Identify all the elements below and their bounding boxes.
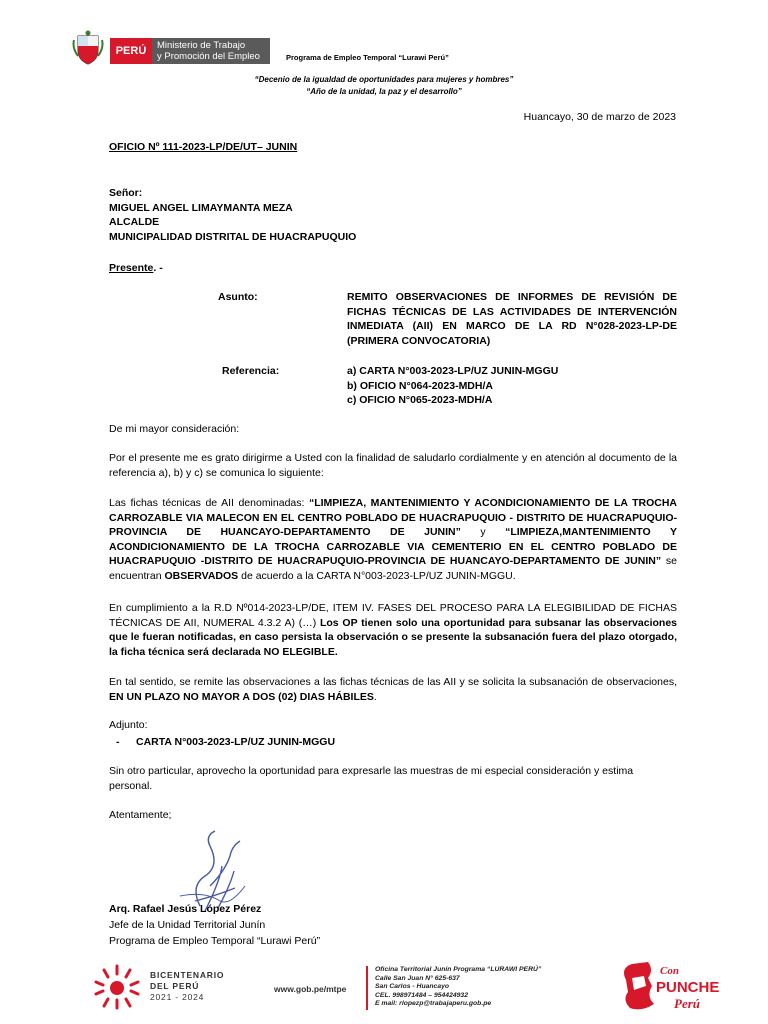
- p3-bold: Los OP tienen solo una oportunidad para subsanar las observaciones que le fueran notificadas, en caso persista la observación o se presente la subsanación fuera del plazo otorgado, la ficha técnica será declarada NO ELEGIBLE.: [109, 616, 677, 658]
- con-punche-peru-logo: [618, 956, 722, 1016]
- year-motto-line: “Año de la unidad, la paz y el desarrollo”: [306, 87, 462, 96]
- office-line: San Carlos - Huancayo: [375, 983, 450, 991]
- paragraph-deadline: [109, 675, 677, 704]
- p4-deadline: EN UN PLAZO NO MAYOR A DOS (02) DIAS HÁBILES: [109, 690, 374, 703]
- reference-item: c) OFICIO N°065-2023-MDH/A: [347, 394, 493, 406]
- peru-logo: PERÚ: [110, 38, 152, 64]
- p4-text-c: .: [373, 690, 377, 703]
- asunto-text: REMITO OBSERVACIONES DE INFORMES DE REVISIÓN DE FICHAS TÉCNICAS DE LAS ACTIVIDADES DE INTERVENCIÓN INMEDIATA (AII) EN MARCO DE LA RD N°028-2023-LP-DE (PRIMERA CONVOCATORIA): [347, 291, 677, 347]
- recipient-salutation: Señor:: [109, 187, 143, 199]
- ministry-line-1: Ministerio de Trabajo: [157, 40, 246, 51]
- recipient-name: MIGUEL ANGEL LIMAYMANTA MEZA: [109, 201, 293, 214]
- reference-list: [347, 364, 558, 408]
- decade-motto: “Decenio de la igualdad de oportunidades para mujeres y hombres”: [254, 75, 514, 84]
- asunto-label: Asunto:: [218, 291, 258, 303]
- office-line: Calle San Juan N° 625-637: [375, 974, 460, 982]
- office-line: CEL. 998971484 – 954424932: [375, 991, 468, 999]
- footer-divider: [366, 966, 368, 1010]
- p2-text-c: y: [460, 526, 506, 538]
- bicentenario-text: [150, 970, 224, 1003]
- bicent-line-3: 2021 - 2024: [150, 992, 205, 1002]
- greeting: De mi mayor consideración:: [109, 423, 240, 435]
- paragraph-compliance: [109, 601, 677, 659]
- presente-word: Presente: [109, 262, 154, 274]
- p2-ficha-2: “LIMPIEZA,MANTENIMIENTO Y ACONDICIONAMIENTO DE LA TROCHA CARROZABLE VIA CEMENTERIO EN EL CENTRO POBLADO DE HUACRAPUQUIO -DISTRITO DE HUACRAPUQUIO-PROVINCIA DE HUANCAYO-DEPARTAMENTO DE JUNIN”: [109, 526, 677, 567]
- bicent-line-2: DEL PERÚ: [150, 981, 200, 991]
- office-line: Oficina Territorial Junín Programa “LURAWI PERÚ”: [375, 966, 542, 973]
- place-date: Huancayo, 30 de marzo de 2023: [523, 111, 676, 123]
- p2-text-g: de acuerdo a la CARTA N°003-2023-LP/UZ JUNIN-MGGU.: [238, 569, 516, 582]
- presente-line: [109, 261, 163, 276]
- p2-ficha-1: “LIMPIEZA, MANTENIMIENTO Y ACONDICIONAMIENTO DE LA TROCHA CARROZABLE VIA MALECON EN EL CENTRO POBLADO DE HUACRAPUQUIO - DISTRITO DE HUACRAPUQUIO-PROVINCIA DE HUANCAYO-DEPARTAMENTO DE JUNIN”: [109, 497, 677, 538]
- office-line: E mail: rlopezp@trabajaperu.gob.pe: [375, 1000, 492, 1008]
- paragraph-fichas: [109, 496, 677, 583]
- gob-url: www.gob.pe/mtpe: [274, 984, 347, 994]
- bicentenario-logo-icon: [92, 962, 142, 1012]
- p2-text-e: se encuentran: [109, 555, 678, 582]
- signoff: Atentamente;: [109, 809, 172, 821]
- p3-text-a: En cumplimiento a la R.D Nº014-2023-LP/DE, ITEM IV. FASES DEL PROCESO PARA LA ELEGIBILIDAD DE FICHAS TÉCNICAS DE AII, NUMERAL 4.3.2 A) (…): [109, 602, 677, 629]
- bicent-line-1: BICENTENARIO: [150, 970, 225, 980]
- recipient-title: ALCALDE: [109, 216, 160, 228]
- p2-text-a: Las fichas técnicas de AII denominadas:: [109, 497, 309, 509]
- ministry-logo: [152, 38, 270, 64]
- punche-con-text: Con: [660, 965, 679, 977]
- office-info: [375, 966, 541, 1009]
- paragraph-intro: Por el presente me es grato dirigirme a Usted con la finalidad de saludarlo cordialmente y en atención al documento de la referencia a), b) y c) se comunica lo siguiente:: [109, 452, 677, 479]
- signer-role: Jefe de la Unidad Territorial Junín: [109, 919, 266, 931]
- signer-program: Programa de Empleo Temporal “Lurawi Perú”: [109, 935, 321, 947]
- oficio-number: OFICIO Nº 111-2023-LP/DE/UT– JUNIN: [109, 141, 298, 153]
- punche-main-text: PUNCHE: [656, 979, 720, 996]
- reference-item: b) OFICIO N°064-2023-MDH/A: [347, 379, 493, 392]
- p2-observados: OBSERVADOS: [164, 569, 239, 582]
- adjunto-item: CARTA N°003-2023-LP/UZ JUNIN-MGGU: [136, 736, 336, 748]
- recipient-institution: MUNICIPALIDAD DISTRITAL DE HUACRAPUQUIO: [109, 230, 357, 243]
- presente-suffix: . -: [153, 262, 163, 274]
- recipient-block: [109, 186, 356, 244]
- punche-peru-text: Perú: [674, 996, 700, 1011]
- national-shield-icon: [72, 30, 104, 66]
- adjunto-label: Adjunto:: [109, 719, 148, 731]
- closing-paragraph: Sin otro particular, aprovecho la oportunidad para expresarle las muestras de mi especial consideración y estima personal.: [109, 765, 634, 792]
- p4-text-a: En tal sentido, se remite las observaciones a las fichas técnicas de las AII y se solicita la subsanación de observaciones,: [109, 676, 677, 688]
- program-header: Programa de Empleo Temporal “Lurawi Perú”: [286, 53, 449, 62]
- year-motto: [0, 74, 768, 98]
- referencia-label: Referencia:: [222, 365, 280, 377]
- ministry-line-2: y Promoción del Empleo: [157, 51, 260, 62]
- reference-item: a) CARTA N°003-2023-LP/UZ JUNIN-MGGU: [347, 365, 559, 377]
- adjunto-bullet: -: [116, 736, 120, 748]
- signer-name: Arq. Rafael Jesús López Pérez: [109, 903, 262, 915]
